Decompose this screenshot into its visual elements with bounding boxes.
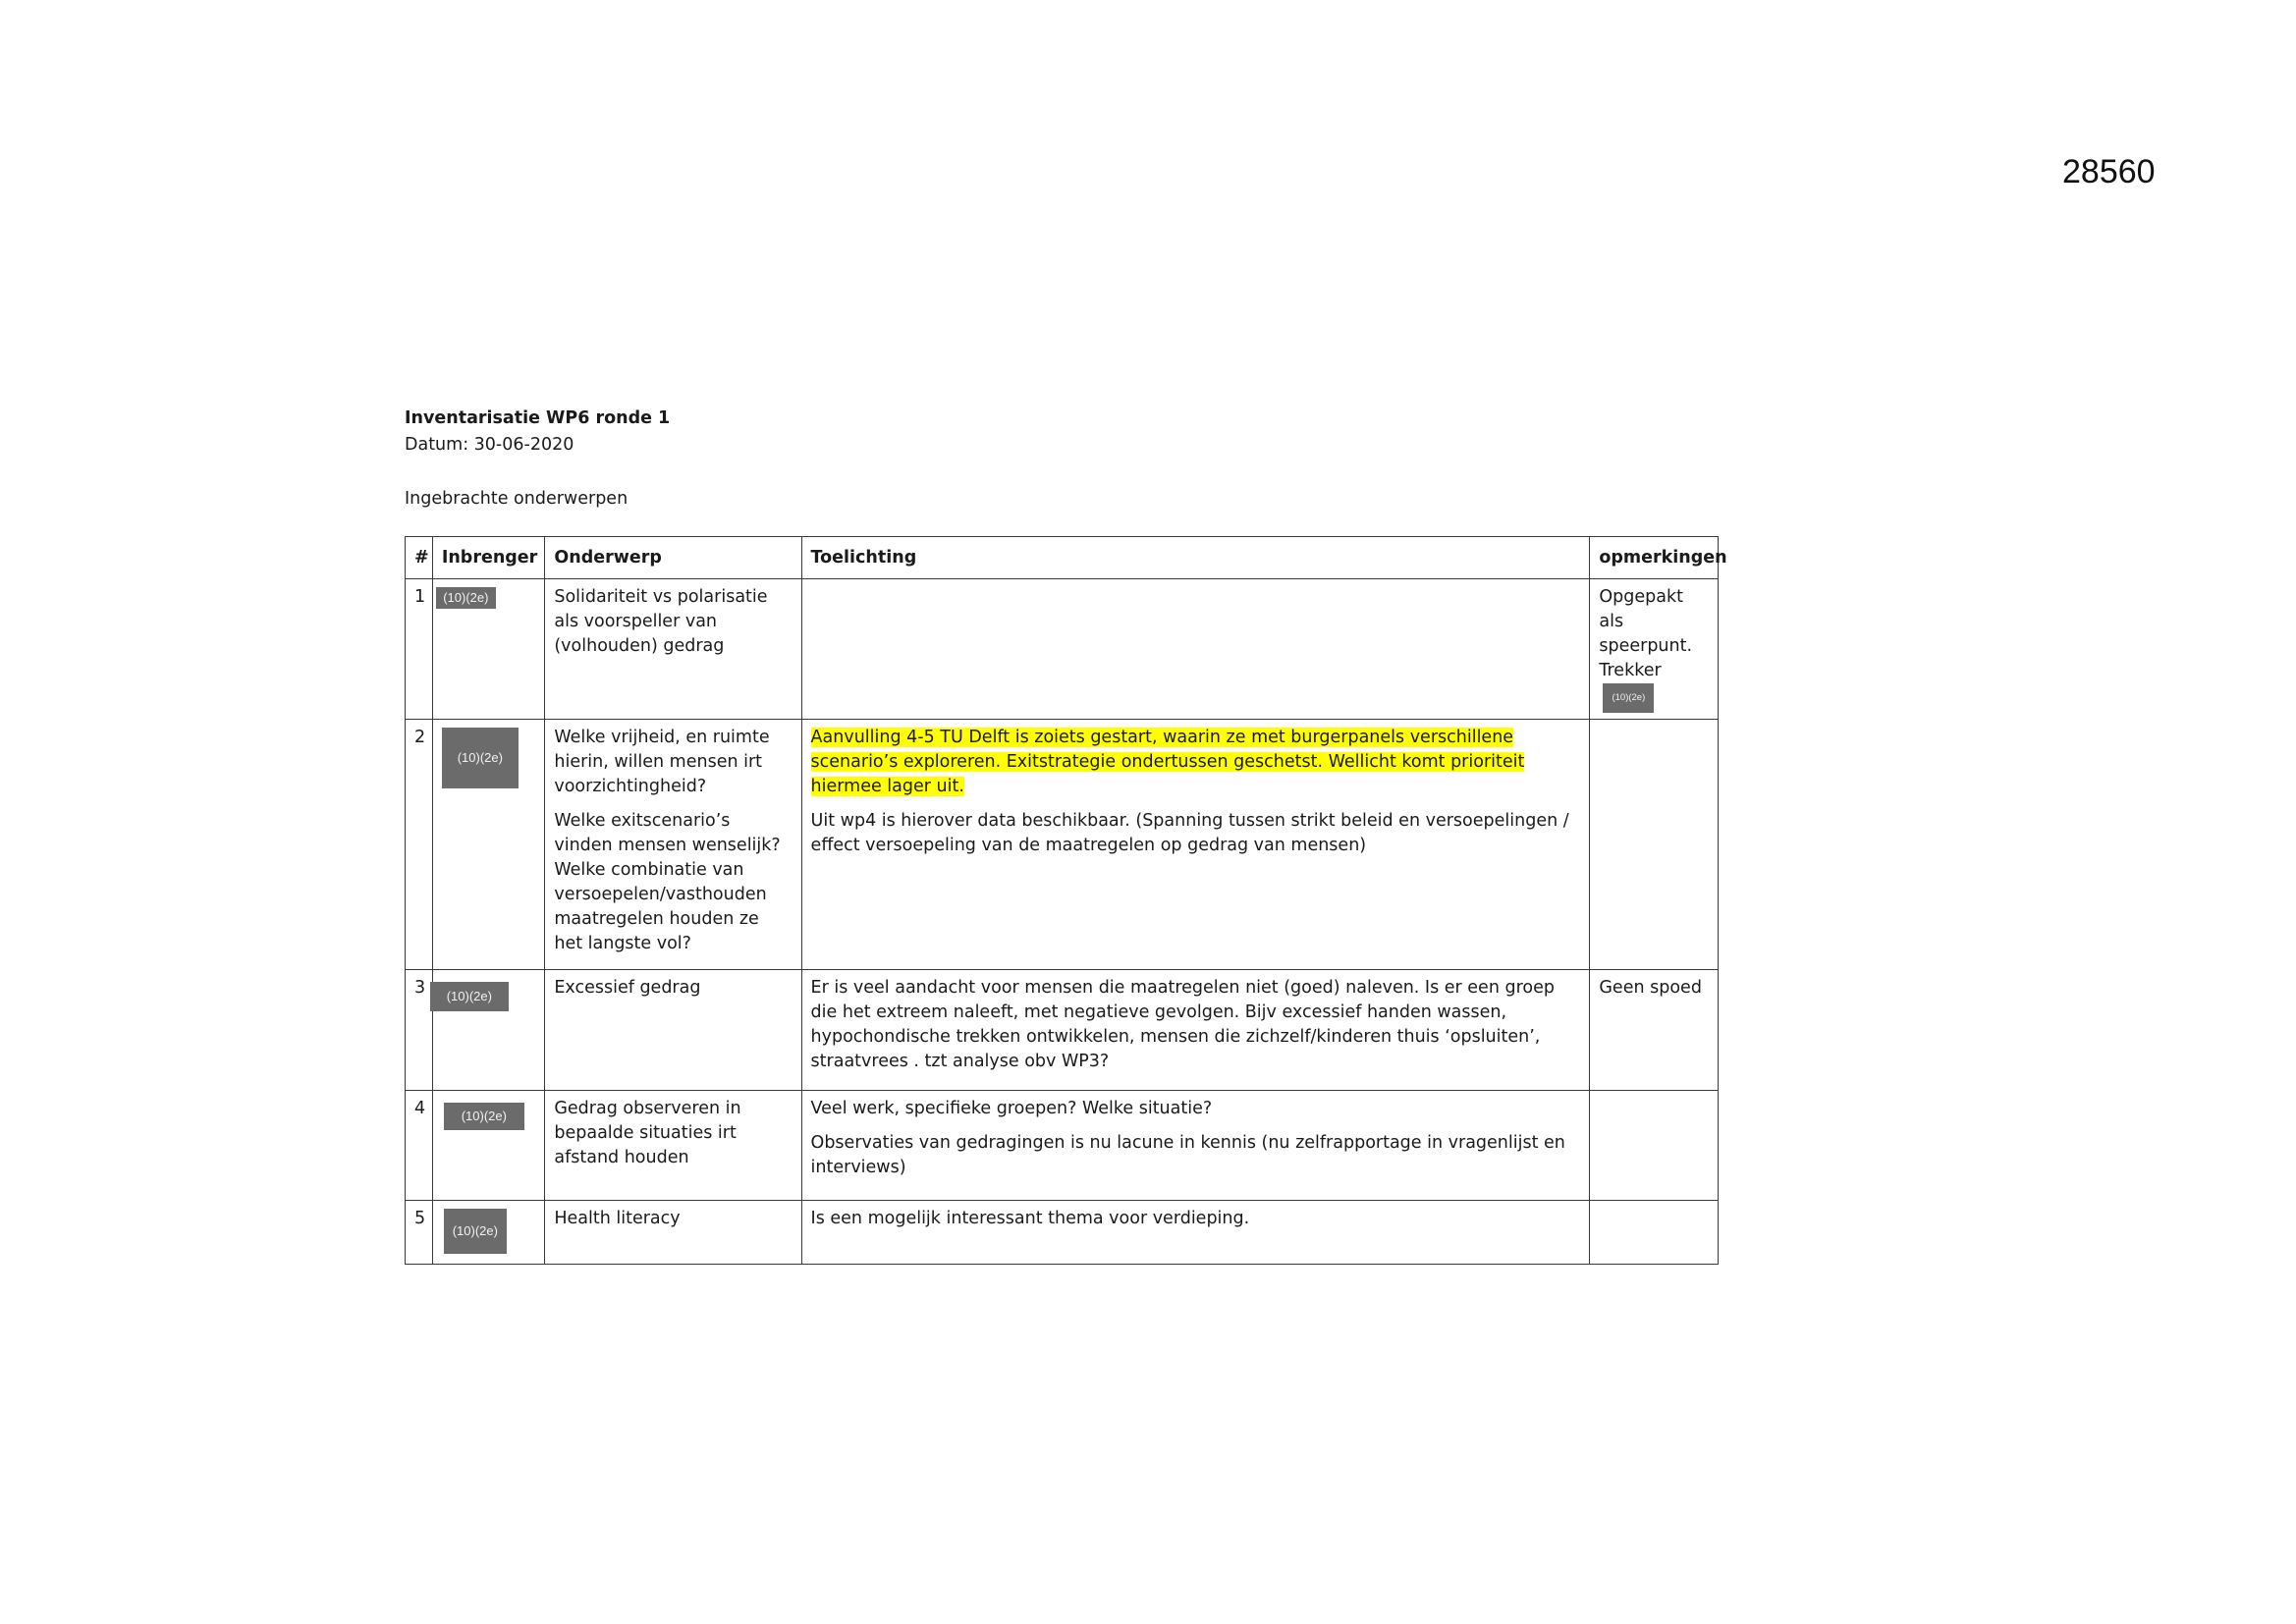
document-header [405, 406, 670, 513]
redaction-box: (10)(2e) [436, 587, 496, 609]
column-header-opmerkingen: opmerkingen [1590, 537, 1719, 579]
onderwerp-cell [545, 579, 801, 720]
opmerkingen-text: Opgepakt als speerpunt. Trekker [1599, 587, 1693, 680]
onderwerp-text: Welke vrijheid, en ruimte hierin, willen mensen irt voorzichtingheid? [554, 728, 770, 796]
opmerkingen-cell [1590, 970, 1719, 1091]
redaction-box: (10)(2e) [444, 1103, 524, 1130]
row-number: 4 [406, 1091, 433, 1201]
toelichting-cell [801, 1201, 1590, 1265]
topics-table [405, 536, 1727, 1265]
onderwerp-text: Gedrag observeren in bepaalde situaties irt afstand houden [554, 1099, 741, 1167]
row-number: 5 [406, 1201, 433, 1265]
inbrenger-cell [432, 579, 545, 720]
opmerkingen-cell [1590, 1201, 1719, 1265]
row-number: 1 [406, 579, 433, 720]
toelichting-text: Is een mogelijk interessant thema voor verdieping. [810, 1209, 1250, 1228]
document-date: Datum: 30-06-2020 [405, 435, 574, 455]
table-row [406, 720, 1719, 970]
highlighted-note: Aanvulling 4-5 TU Delft is zoiets gestart, waarin ze met burgerpanels verschillene scenario’s exploreren. Exitstrategie ondertussen geschetst. Wellicht komt prioriteit hiermee lager uit. [810, 728, 1525, 796]
toelichting-cell [801, 579, 1590, 720]
onderwerp-cell [545, 1091, 801, 1201]
inbrenger-cell [432, 1091, 545, 1201]
redaction-box: (10)(2e) [442, 728, 519, 788]
inbrenger-cell [432, 720, 545, 970]
toelichting-cell [801, 1091, 1590, 1201]
document-number: 28560 [2062, 153, 2156, 190]
onderwerp-text: Solidariteit vs polarisatie als voorspeller van (volhouden) gedrag [554, 587, 768, 656]
toelichting-text: Observaties van gedragingen is nu lacune in kennis (nu zelfrapportage in vragenlijst en interviews) [810, 1133, 1565, 1177]
onderwerp-text: Welke exitscenario’s vinden mensen wenselijk? Welke combinatie van versoepelen/vasthouden maatregelen houden ze het langste vol? [554, 811, 781, 953]
toelichting-text: Uit wp4 is hierover data beschikbaar. (Spanning tussen strikt beleid en versoepelingen / effect versoepeling van de maatregelen op gedrag van mensen) [810, 811, 1569, 855]
column-header-toelichting: Toelichting [801, 537, 1590, 579]
column-header-onderwerp: Onderwerp [545, 537, 801, 579]
column-header-inbrenger: Inbrenger [432, 537, 545, 579]
opmerkingen-cell [1590, 720, 1719, 970]
table-row [406, 970, 1719, 1091]
table-row [406, 1201, 1719, 1265]
toelichting-text: Er is veel aandacht voor mensen die maatregelen niet (goed) naleven. Is er een groep die het extreem naleeft, met negatieve gevolgen. Bijv excessief handen wassen, hypochondische trekken ontwikkelen, mensen die zichzelf/kinderen thuis ‘opsluiten’, straatvrees . tzt analyse obv WP3? [810, 978, 1555, 1071]
opmerkingen-cell [1590, 1091, 1719, 1201]
redaction-box: (10)(2e) [1603, 683, 1654, 713]
column-header-number: # [406, 537, 433, 579]
table-row [406, 579, 1719, 720]
toelichting-cell [801, 970, 1590, 1091]
row-number: 2 [406, 720, 433, 970]
opmerkingen-text: Geen spoed [1599, 978, 1702, 998]
document-title: Inventarisatie WP6 ronde 1 [405, 408, 671, 428]
onderwerp-text: Health literacy [554, 1209, 681, 1228]
onderwerp-cell [545, 720, 801, 970]
onderwerp-cell [545, 970, 801, 1091]
onderwerp-cell [545, 1201, 801, 1265]
table-header-row [406, 537, 1719, 579]
redaction-box: (10)(2e) [444, 1209, 507, 1254]
row-number: 3 [406, 970, 433, 1091]
toelichting-text: Veel werk, specifieke groepen? Welke situatie? [810, 1099, 1213, 1118]
table-row [406, 1091, 1719, 1201]
section-subtitle: Ingebrachte onderwerpen [405, 489, 629, 509]
onderwerp-text: Excessief gedrag [554, 978, 701, 998]
inbrenger-cell [432, 970, 545, 1091]
inbrenger-cell [432, 1201, 545, 1265]
toelichting-cell [801, 720, 1590, 970]
redaction-box: (10)(2e) [430, 982, 509, 1011]
opmerkingen-cell [1590, 579, 1719, 720]
